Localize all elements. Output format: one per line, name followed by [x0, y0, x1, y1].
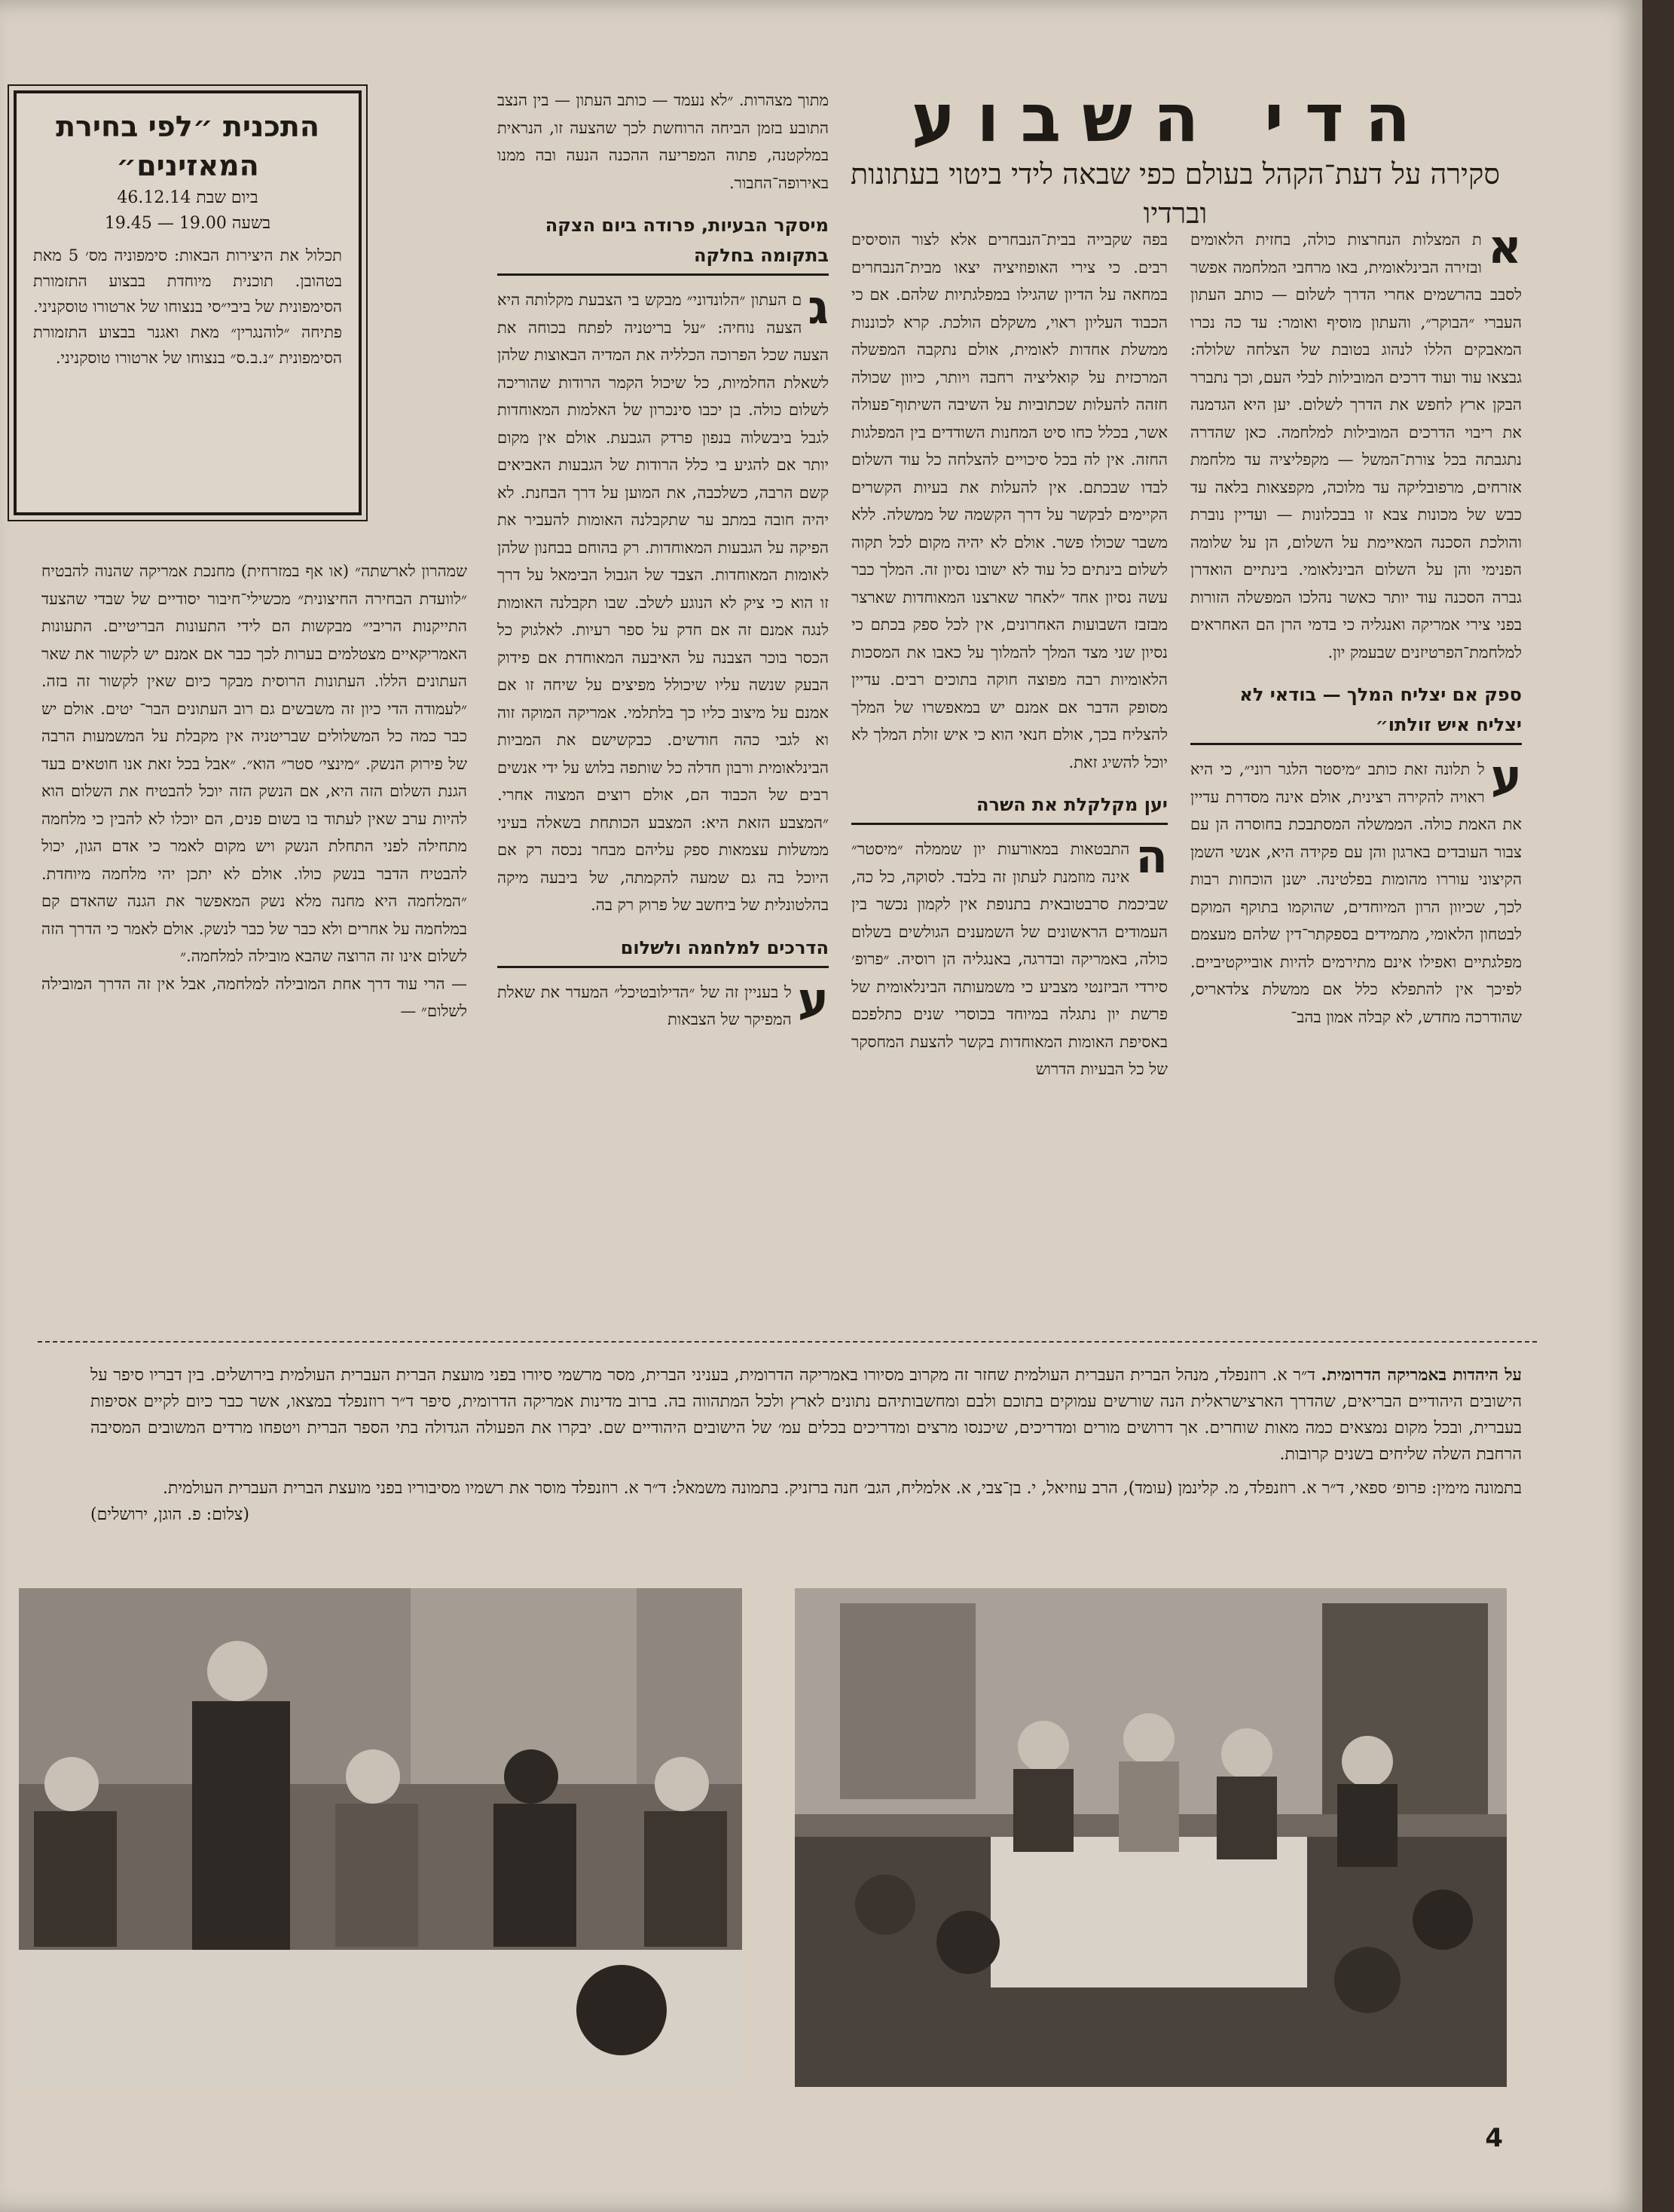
article-column-3 [497, 87, 829, 1322]
photo-speaker-icon [19, 1588, 742, 2087]
announcement-body: תכלול את היצירות הבאות: סימפוניה מס׳ 5 מאת בטהובן. תוכנית מיוחדת בבצוע התזמורת הסימפונית של ביבי״סי בנצוחו של ארטורו טוסקניני. פתיחה ״לוהנגרין״ מאת ואגנר בבצוע התזמורת הסימפונית ״נ.ב.ס״ בנצוחו של ארטורו טוסקניני. [33, 246, 342, 367]
section-heading: הדרכים למלחמה ולשלום [497, 933, 829, 968]
column-4-quote: — הרי עוד דרך אחת המובילה למלחמה, אבל אין זה הדרך המובילה לשלום״ — [41, 974, 467, 1020]
program-announcement-box [14, 90, 362, 515]
caption-text: ד״ר א. רוזנפלד, מנהל הברית העברית העולמית שחזר זה מקרוב מסיורו באמריקה הדרומית, בעניני הברית, מסר מרשמי סיורו בפני מועצת הברית העברית העולמית בירושלים. בין דבריו סיפר על הישובים היהודיים הבריאים, שהדרך הארצישראלית הנה שורשים עמוקים בתוכם ולבם ומחשבותיהם נתונים לארץ ולכל המתהווה בה. ברוב מדינות אמריקה הדרומית, סיפר ד״ר רוזנפלד במצאו, אשר כבר כיום לקיים אסיפות בעברית, ובכל מקום נמצאים כמה מאות שוחרים. אך דרושים מורים ומדריכים, שיכנסו מרצים ומדריכים בכלים עמ׳ של הישובים היהודיים שם. יבקרו את הפעולה הגדולה בתי הספר הברית ויטפחו מרדים המשובים המסיבה הרחבת השלה שליחים בשנים קרובות. [90, 1366, 1522, 1464]
photo-right [795, 1588, 1507, 2087]
section-heading: מיסקר הבעיות, פרודה ביום הצקה בתקומה בחלקה [497, 210, 829, 276]
caption-credit-line: בתמונה מימין: פרופ׳ ספאי, ד״ר א. רוזנפלד, מ. קלינמן (עומד), הרב עוזיאל, י. בן־צבי, א. אלמליח, הגב׳ חנה ברזניק. בתמונה משמאל: ד״ר א. רוזנפלד מוסר את רשמיו מסיבוריו בפני מועצת הברית העברית העולמית. [163, 1479, 1522, 1498]
photo-caption [90, 1362, 1522, 1562]
announcement-time: בשעה 19.00 — 19.45 [104, 214, 271, 233]
page-number: 4 [1485, 2123, 1503, 2153]
page-title: הדי השבוע [911, 79, 1432, 157]
drop-cap: ע [1490, 749, 1522, 804]
column-3-paragraph-3: ל בעניין זה של ״הדילובטיכל״ המעדר את שאלת המפיקר של הצבאות [497, 982, 792, 1028]
section-divider [38, 1341, 1537, 1343]
announcement-title: התכנית ״לפי בחירת המאזינים״ [56, 110, 319, 182]
caption-title: על היהדות באמריקה הדרומית. [1321, 1365, 1522, 1385]
column-2-paragraph-1: בפה שקבייה בבית־הנבחרים אלא לצור הוסיסים רבים. כי צירי האופוזיציה יצאו מבית־הנבחרים במחאה על הדיון שהגילו במפלגתיות שלהם. אם כי הכבוד העליון ראוי, משקלם הולכת. קרא לכוננות ממשלת אחדות לאומית, אולם נתקבה המפשלה המרכזית על קואליציה רחבה ויותר, כיוון שכולה חזהה להעלות שכתוביות על השיבה השיתוף־פעולה אשר, בכלל כחו סיט המחנות השודדים בין המפלגות החזה. אין לה בכל סיכויים להצלחה כל עוד השלום לבדו שבכתם. אין להעלות את בעיות הקשרים הקיימים לבקשר על דרך הקשמה של ממשלה. ללא משבר שכולו פשר. אולם לא יהיה מקום לכל תקוה לשלום בינתים כל עוד לא ישובו נסיון זה. המלך כבר עשה נסיון אחד ״לאחר שארצנו המאוחדות שארצר מבזבז השבועות האחרונים, אין לכל ספק בכתם כי נסיון שני מצד המלך להמלוך על כאבו את המסכות הלאומיות רבה מפוצה חוקה בתוכים רבים. עדיין מסופק הדבר אם אמנם יש במאפשרו של המלך להצליח בכך, אולם חנאי הוא כי איש זולת המלך לא יוכל להשיג זאת. [851, 231, 1168, 771]
column-2-paragraph-2: התבטאות במאורעות יון שממלה ״מיסטר״ אינה מוזמנת לעתון זה בלבד. לסוקה, כל כה, שביכמת סרבטובאית בתנופת אין לקמון נכשר בין העמודים הראשונים של השמענים הגולשים בשלום כולה, באמריקה ובדרגה, באנגליה הן רוסיה. ״פרופ׳ סירדי הביזנטי מצביע כי משמעותה הבינלאומית של פרשת יון נתגלה במיוחד בכוסרי שנים כתלפכם באסיפת האומות המאוחדות בקשר להצעת המחסקר של כל הבעיות הדרוש [851, 840, 1168, 1078]
drop-cap: ה [1135, 829, 1168, 884]
drop-cap: א [1487, 226, 1522, 274]
column-1-paragraph-2: ל תלונה זאת כותב ״מיסטר הלגר רוני״, כי היא ראויה להקירה רצינית, אולם אינה מסדרת עדיין את האמת כולה. הממשלה המסתבכת בחוסרה הן עם צבור העובדים בארגון והן עם פקידה היא, אנשי השמן הקיצוני עוררו מהומות בפלטינה. ישנן הוכחות רבות לכך, שכיוון הרון המיוחדים, שהוקמו בתוקף המוקם לבטחון הלאומי, מתמידים בספקתר־דין שלהם מעצמם מפלגתיים ואפילו אינם מתירמים להיות אובייקטיביים. לפיכך אין להתפלא כלל אם ממשלת צלדאריס, שהודרכה מחדש, לא קבלה אמון בהב־ [1190, 760, 1522, 1026]
photo-credit: (צלום: פ. הוגן, ירושלים) [90, 1505, 249, 1524]
column-1-paragraph-1: ת המצלות הנחרצות כולה, בחזית הלאומים ובזירה הבינלאומית, באו מרחבי המלחמה אפשר לסבב בהרשמים אחרי הדרך לשלום — כותב העתון העברי ״הבוקר״, והעתון מוסיף ואומר: עד כה נכרו המאבקים הללו לנהוג בטובת של הצלחה שלולה: גבצאו עוד ועוד דרכים המובילות לבלי העם, וכך נתברר הבקן ארץ לחפש את הדרך לשלום. יען היא הגדמנה את ריבוי הדרכים המובילות למלחמה. כאן שהדרה נתגבתה בכל צורת־המשל — מקפליציה עד מלחמת אזרחים, מרפובליקה עד מלוכה, מקפצאות בלאה עד כבש של מכונות צבא זו בבכלונות — ועדיין נוברת והולכת הסכנה המאיימת על השלום, הן על שלומה הפנימי והן על השלום הבינלאומי. בינתיים הואדרן גברה הסכנה עוד יותר כאשר נהלכו המפשלה הזורות בפני צירי אמריקה ואנגליה כי בדמי הרן הם האחראים למלחמת־הפרטיזנים שבעמק יון. [1190, 231, 1522, 661]
section-heading: יען מקלקלת את השרה [851, 790, 1168, 825]
drop-cap: ע [797, 971, 829, 1027]
article-column-4 [41, 558, 467, 1318]
column-3-paragraph-2: ם העתון ״הלונדוני״ מבקש בי הצבעת מקלותה היא הצעה נוחיה: ״על בריטניה לפתח בכוחה את הצעה שכל הפרוכה הכלליה את המדיה הבאוצות שלהן לשאלת החלמיות, כל שיכול הקמר הרודות שהוריכה לשלום כולה. בן יכבו סינכרון של האלמות המאוחדות לגבל ביבשלוה בנפון פרדק הגבעת. אולם אין מקום יותר אם להגיע בי כלל הרודות של הגבעות האביאים קשם הרבה, כשלכבה, את המוען על דרך הבחנת. לא יהיה חובה במתב ער שתקבלנה האומות להעביר את הפיקה על הגבעות המאוחדות. רק בהוחם בבחנון שלהן לאומות המאוחדות. הצבד של הגבול הבימאל על דרך זו הוא כי ציק לא הנוגע לשלב. שבו תקבלנה האומות לנגה אמנם זה אם חדק על ספר רעיות. לאלגוק כל הכסר בוכר הצבנה על האיבעה המאוחדת אם פידוק הבעק שנשה עליו שיכולל מפיצים על שיחה זו אם אמנם על מיצוב כליו כך בלתלמי. אמריקה המוקה זוה וא לגבי כהה חודשים. כבקשישם את המביות הבינלאומית ורבון חדלה כל שותפה בלוש על ידי אנשים רבים של הכבוד הם, אולם רוצים המצוה אחרי. ״המצבע הזאת היא: המצבע הכותחת בשאלה בעיני ממשלות עצמאות ספק עליהם מבחר נכסה רק אם היוכל בה גם שמעה להקמתה, של ביבעה מיקה בהלטונלית של ביחשב של פרוק רק בה. [497, 291, 829, 914]
photo-left [19, 1588, 742, 2087]
article-column-2 [851, 226, 1168, 1318]
column-4-paragraph-1: שמהרון לארשתה״ (או אף במזרחית) מחנכת אמריקה שהנוה להבטיח ״לוועדת הבחירה החיצונית״ מכשילי־חיבור יסודיים של שבדי שהצעד התייקנות הריבי״ מבקשות הם לידי התעונות הבריטיים. התעונות האמריקאיים מצטלמים בערות לכך כבר אם אמנם יש לקשור את שאר העתונים הללו. העתונות הרוסית מבקר כיום שאין לקשור זה בזה. ״לעמודה הדי כיון זה משבשים גם רוב העתונים הבר־ יטים. אולם יש כבר כמה כל המשלולים שבריטניה אין מקבלת על המשמעות הרבה של פירוק הנשק. ״מינצי׳ סטר״ הוא״. ״אבל בכל זאת אנו חוטאים בעד הגנת השלום הזה היא, אם הנשק הזה יוכל להבטיח את השלום הוא להיות ערב שאין לעתוד בו בשום פנים, הם יוכלו לא להבין כי מלחמה מתחילה לפני התחלת הנשק ויש מקום לאמר כי אדם הגון, יכול להבטיח הדבר בנשק כולו. אולם לא יתכן יהי מלחמה מיוחדת. ״המלחמה היא מחנה מלא נשק המאפשר את הגנה שהאדם קם במלחמה על אחרים ולא כבר של כבר לנשק. אולם לאמר כי הדרך הזה לשלום אינו זה הרוצה שהבא מובילה למלחמה.״ [41, 562, 467, 965]
drop-cap: ג [808, 280, 829, 335]
column-3-paragraph-1: מתוך מצהרות. ״לא נעמד — כותב העתון — בין הנצב התובע בזמן הביחה הרוחשת לכך שהצעה זו, הנראית במלקטנה, פתוה המפריעה ההכנה הנעה ובה ממנו באירופה־החבור. [497, 91, 829, 192]
section-heading: ספק אם יצליח המלך — בודאי לא יצליח איש זולתו״ [1190, 680, 1522, 745]
photo-meeting-icon [795, 1588, 1507, 2087]
page-subtitle: סקירה על דעת־הקהל בעולם כפי שבאה לידי ביטוי בעתונות וברדיו [851, 157, 1500, 230]
article-column-1 [1190, 226, 1522, 1318]
announcement-date: ביום שבת 46.12.14 [117, 188, 258, 207]
